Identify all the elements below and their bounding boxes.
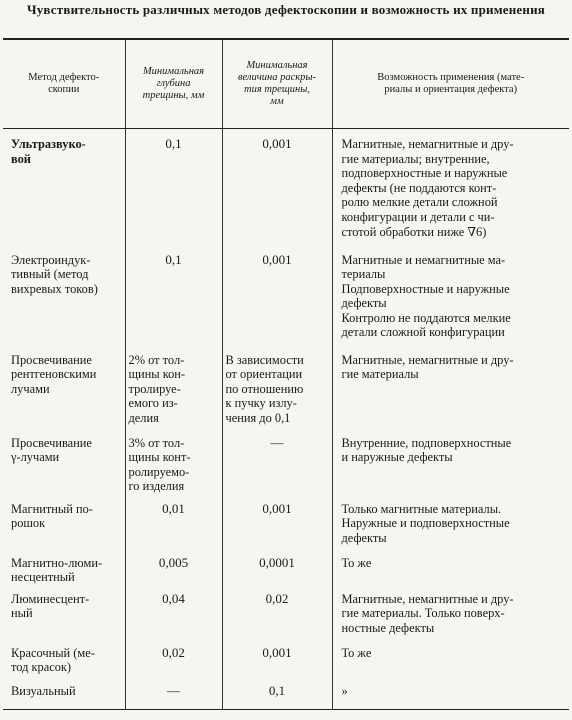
cell-depth: 0,01 xyxy=(125,498,222,552)
table-row xyxy=(3,432,569,498)
cell-application: То же xyxy=(332,642,569,680)
cell-application: То же xyxy=(332,552,569,588)
header-min-opening: Минимальная величина раскры- тия трещины, мм xyxy=(222,39,332,129)
cell-depth: 3% от тол- щины конт- ролируемо- го изделия xyxy=(125,432,222,498)
cell-opening: — xyxy=(222,432,332,498)
header-method: Метод дефекто- скопии xyxy=(3,39,125,129)
cell-opening: 0,001 xyxy=(222,498,332,552)
cell-application: Магнитные, немагнитные и дру- гие материалы. Только поверх- ностные дефекты xyxy=(332,588,569,642)
cell-method: Просвечивание γ-лучами xyxy=(11,435,92,465)
cell-application: Магнитные, немагнитные и дру- гие материалы xyxy=(332,347,569,432)
table-row xyxy=(3,347,569,432)
cell-opening: 0,001 xyxy=(222,642,332,680)
cell-depth: — xyxy=(125,680,222,710)
table-row xyxy=(3,680,569,710)
cell-method: Магнитный по- рошок xyxy=(11,501,93,531)
table-row xyxy=(3,552,569,588)
cell-depth: 0,005 xyxy=(125,552,222,588)
cell-method: Визуальный xyxy=(3,680,125,710)
header-min-depth: Минимальная глубина трещины, мм xyxy=(125,39,222,129)
cell-depth: 0,1 xyxy=(125,247,222,347)
cell-opening: 0,02 xyxy=(222,588,332,642)
cell-opening: 0,001 xyxy=(222,129,332,247)
cell-opening: 0,1 xyxy=(222,680,332,710)
cell-method: Электроиндук- тивный (метод вихревых токов) xyxy=(11,252,98,296)
cell-opening: 0,001 xyxy=(222,247,332,347)
table-row xyxy=(3,588,569,642)
table-header-row xyxy=(3,39,569,129)
table-title: Чувствительность различных методов дефектоскопии и возможность их применения xyxy=(26,2,546,17)
header-application: Возможность применения (мате- риалы и ориентация дефекта) xyxy=(332,39,569,129)
table-row xyxy=(3,642,569,680)
cell-depth: 2% от тол- щины кон- тролируе- емого из- делия xyxy=(125,347,222,432)
cell-application: » xyxy=(332,680,569,710)
table-row xyxy=(3,247,569,347)
cell-depth: 0,04 xyxy=(125,588,222,642)
cell-opening: В зависимости от ориентации по отношению к пучку излу- чения до 0,1 xyxy=(222,347,332,432)
cell-method: Ультразвуко- вой xyxy=(11,137,86,166)
table-row xyxy=(3,129,569,247)
defectoscopy-table xyxy=(3,38,569,710)
cell-application: Внутренние, подповерхностные и наружные дефекты xyxy=(332,432,569,498)
cell-method: Магнитно-люми- несцентный xyxy=(11,555,103,585)
cell-depth: 0,1 xyxy=(125,129,222,247)
cell-depth: 0,02 xyxy=(125,642,222,680)
cell-application: Магнитные и немагнитные ма- териалы Подповерхностные и наружные дефекты Контролю не поддаются мелкие детали сложной конфигурации xyxy=(332,247,569,347)
cell-opening: 0,0001 xyxy=(222,552,332,588)
cell-method: Просвечивание рентгеновскими лучами xyxy=(11,352,97,396)
cell-application: Магнитные, немагнитные и дру- гие материалы; внутренние, подповерхностные и наружные дефекты (не поддаются конт- ролю мелкие детали сложной конфигурации и детали с чи- стотой обработки ниже ∇6) xyxy=(332,129,569,247)
cell-application: Только магнитные материалы. Наружные и подповерхностные дефекты xyxy=(332,498,569,552)
cell-method: Люминесцент- ный xyxy=(11,591,90,621)
cell-method: Красочный (ме- тод красок) xyxy=(11,645,95,675)
table-row xyxy=(3,498,569,552)
